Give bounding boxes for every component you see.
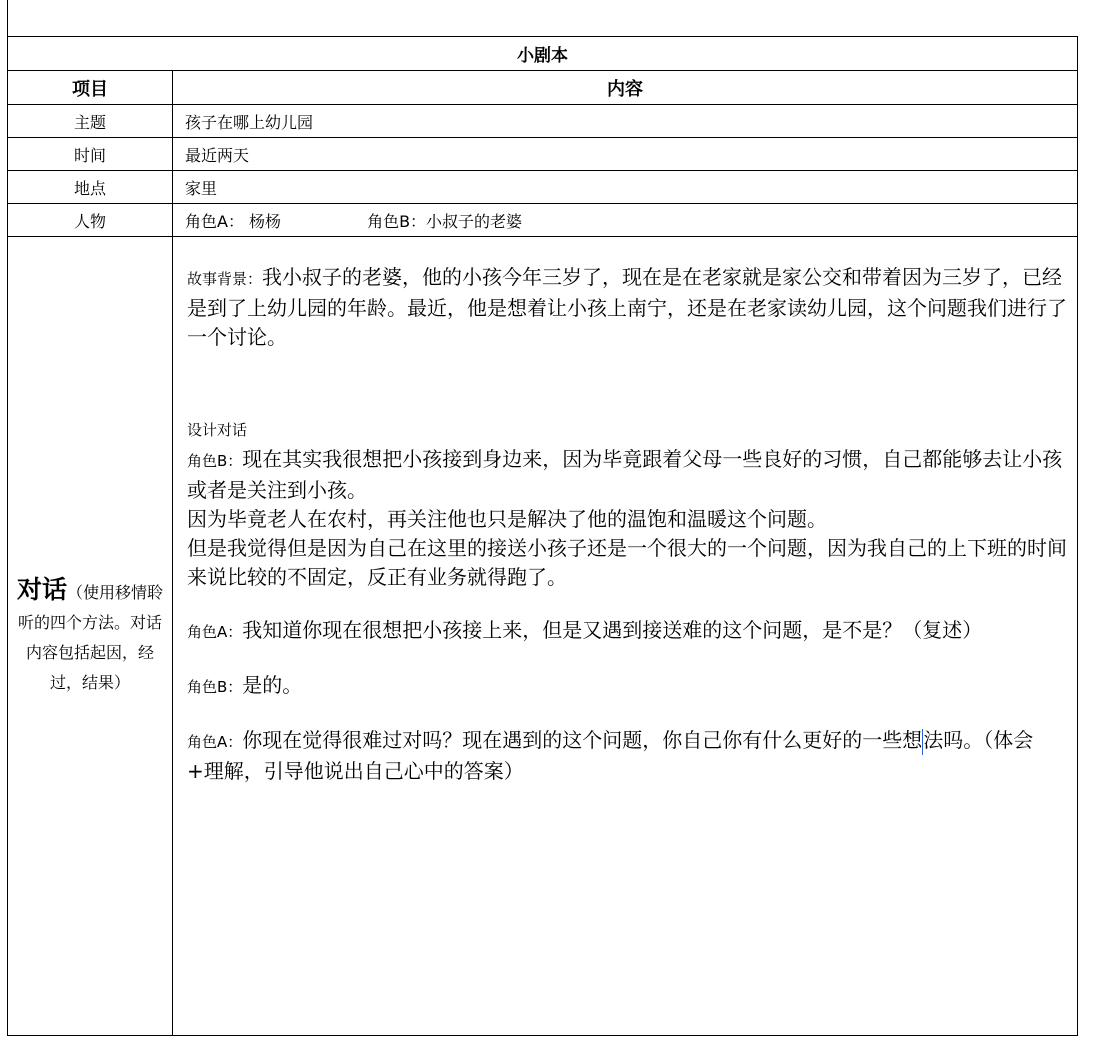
design-dialogue-title: 设计对话 (187, 421, 248, 439)
spacer (187, 352, 1069, 416)
script-table (7, 36, 1078, 1036)
row-label-place: 地点 (8, 171, 173, 204)
spacer (187, 592, 1069, 616)
row-label-dialogue (8, 237, 173, 1036)
background-text: 我小叔子的老婆，他的小孩今年三岁了，现在是在老家就是家公交和带着因为三岁了，已经是到了上幼儿园的年龄。最近，他是想着让小孩上南宁，还是在老家读幼儿园，这个问题我们进行了一个讨论。 (187, 265, 1067, 349)
dialogue-b1-text: 现在其实我很想把小孩接到身边来，因为毕竟跟着父母一些良好的习惯，自己都能够去让小孩或者是关注到小孩。 (187, 447, 1063, 502)
background-label: 故事背景： (187, 270, 263, 288)
role-a-name: 杨杨 (249, 211, 282, 231)
role-b-name: 小叔子的老婆 (426, 211, 523, 231)
role-a-label: 角色A： (185, 211, 244, 231)
dialogue-b2-text: 是的。 (242, 673, 303, 697)
row-label-theme: 主题 (8, 105, 173, 138)
spacer (187, 702, 1069, 726)
table-title: 小剧本 (8, 37, 1078, 71)
dialogue-b1 (187, 445, 1069, 505)
dialogue-content (173, 237, 1078, 1036)
dialogue-b1-line2: 因为毕竟老人在农村，再关注他也只是解决了他的温饱和温暖这个问题。 (187, 507, 827, 531)
table-row-dialogue (8, 237, 1078, 1036)
speaker-a-label: 角色A： (187, 733, 243, 751)
dialogue-b1-line3: 但是我觉得但是因为自己在这里的接送小孩子还是一个很大的一个问题，因为我自己的上下班的时间来说比较的不固定，反正有业务就得跑了。 (187, 536, 1067, 589)
dialogue-label-title: 对话 (16, 574, 67, 604)
header-content: 内容 (173, 71, 1078, 105)
row-value-people (173, 204, 1078, 237)
speaker-b-label: 角色B： (187, 452, 243, 470)
dialogue-b2 (187, 671, 1069, 702)
table-row-people (8, 204, 1078, 237)
table-row-time (8, 138, 1078, 171)
dialogue-a2-text-1: 你现在觉得很难过对吗？现在遇到的这个问题，你自己你有什么更好的一些想 (242, 728, 923, 752)
row-value-time: 最近两天 (173, 138, 1078, 171)
table-title-row (8, 37, 1078, 71)
spacer (187, 647, 1069, 671)
table-row-place (8, 171, 1078, 204)
dialogue-label-note: （使用移情聆听的四个方法。对话内容包括起因，经过，结果） (17, 582, 164, 692)
speaker-a-label: 角色A： (187, 623, 243, 641)
dialogue-a1 (187, 616, 1069, 647)
dialogue-a2 (187, 726, 1069, 786)
role-b-label: 角色B： (367, 211, 427, 231)
row-value-place: 家里 (173, 171, 1078, 204)
table-header-row (8, 71, 1078, 105)
row-value-theme: 孩子在哪上幼儿园 (173, 105, 1078, 138)
table-row-theme (8, 105, 1078, 138)
dialogue-a1-text: 我知道你现在很想把小孩接上来，但是又遇到接送难的这个问题，是不是？（复述） (242, 618, 983, 642)
header-item: 项目 (8, 71, 173, 105)
row-label-time: 时间 (8, 138, 173, 171)
page-border-line (7, 0, 8, 36)
speaker-b-label: 角色B： (187, 678, 243, 696)
row-label-people: 人物 (8, 204, 173, 237)
dialogue-a2-text-2: 法吗。（体会+理解，引导他说出自己心中的答案） (187, 728, 1034, 783)
story-background (187, 263, 1069, 352)
